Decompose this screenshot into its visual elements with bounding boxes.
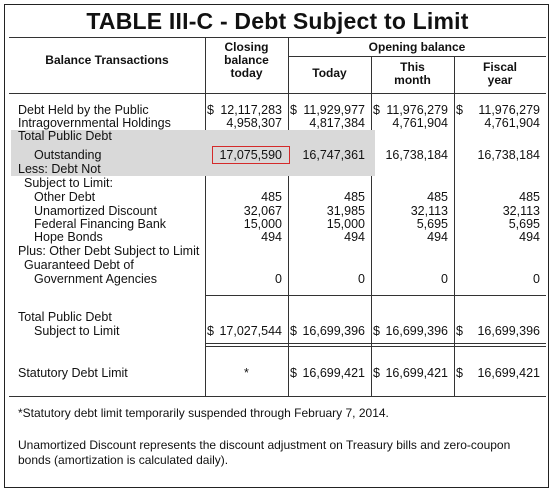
col-divider-today — [288, 37, 289, 396]
cell-subject_to_limit-today: 16,699,396 — [302, 324, 365, 338]
total-bottom-rule-1 — [205, 343, 546, 344]
header-closing-3: today — [230, 66, 263, 80]
cell-outstanding-fiscal: 16,738,184 — [477, 148, 540, 162]
row-label-ffb: Federal Financing Bank — [34, 217, 167, 231]
row-label-less-debt-not: Less: Debt Not — [18, 162, 101, 176]
col-divider-closing — [205, 37, 206, 396]
row-label-outstanding: Outstanding — [34, 148, 102, 162]
currency-sign: $ — [207, 103, 214, 117]
cell-ffb-fiscal: 5,695 — [508, 217, 540, 231]
row-label-intragov: Intragovernmental Holdings — [18, 116, 171, 130]
cell-outstanding-month: 16,738,184 — [385, 148, 448, 162]
cell-intragov-today: 4,817,384 — [309, 116, 365, 130]
row-label-plus-other-debt: Plus: Other Debt Subject to Limit — [18, 244, 200, 258]
cell-intragov-fiscal: 4,761,904 — [484, 116, 540, 130]
cell-subject_to_limit-closing: 17,027,544 — [219, 324, 282, 338]
header-this-month-1: This — [400, 60, 425, 74]
cell-ffb-month: 5,695 — [416, 217, 448, 231]
header-balance-transactions: Balance Transactions — [45, 53, 169, 67]
cell-debt_public-closing: 12,117,283 — [220, 103, 282, 117]
total-top-rule — [205, 295, 546, 296]
cell-ffb-closing: 15,000 — [243, 217, 282, 231]
row-label-total-public-debt: Total Public Debt — [18, 129, 112, 143]
cell-unamortized-month: 32,113 — [410, 204, 448, 218]
cell-intragov-month: 4,761,904 — [392, 116, 448, 130]
row-label-gov_agencies: Government Agencies — [34, 272, 157, 286]
currency-sign: $ — [456, 324, 463, 338]
currency-sign: $ — [456, 103, 463, 117]
header-fiscal-year-2: year — [487, 73, 513, 87]
cell-statutory-fiscal: 16,699,421 — [477, 366, 540, 380]
footnote-unamortized-line-2: bonds (amortization is calculated daily). — [18, 453, 229, 467]
header-opening-balance: Opening balance — [368, 40, 466, 54]
header-closing-1: Closing — [224, 40, 269, 54]
cell-unamortized-fiscal: 32,113 — [502, 204, 540, 218]
row-label-subject_to_limit: Subject to Limit — [34, 324, 120, 338]
row-label-guaranteed-debt: Guaranteed Debt of — [24, 258, 134, 272]
cell-hope-fiscal: 494 — [519, 230, 540, 244]
cell-gov_agencies-today: 0 — [358, 272, 365, 286]
cell-statutory-month: 16,699,421 — [385, 366, 448, 380]
cell-intragov-closing: 4,958,307 — [226, 116, 282, 130]
currency-sign: $ — [290, 103, 297, 117]
cell-hope-closing: 494 — [261, 230, 282, 244]
currency-sign: $ — [207, 324, 214, 338]
cell-debt_public-fiscal: 11,976,279 — [478, 103, 540, 117]
col-divider-month — [371, 56, 372, 396]
row-label-subject-to-limit: Subject to Limit: — [24, 176, 113, 190]
total-bottom-rule-2 — [205, 346, 546, 347]
cell-statutory-closing: * — [244, 366, 249, 380]
debt-table-figure — [4, 4, 549, 488]
footnote-statutory: *Statutory debt limit temporarily suspended through February 7, 2014. — [18, 406, 389, 420]
cell-unamortized-closing: 32,067 — [243, 204, 282, 218]
cell-ffb-today: 15,000 — [326, 217, 365, 231]
header-closing-2: balance — [224, 53, 269, 67]
table-title: TABLE III-C - Debt Subject to Limit — [86, 8, 469, 34]
cell-other_debt-fiscal: 485 — [519, 190, 540, 204]
row-label-hope: Hope Bonds — [34, 230, 103, 244]
cell-unamortized-today: 31,985 — [326, 204, 365, 218]
col-divider-fiscal — [454, 56, 455, 396]
cell-subject_to_limit-month: 16,699,396 — [385, 324, 448, 338]
cell-statutory-today: 16,699,421 — [302, 366, 365, 380]
currency-sign: $ — [373, 103, 380, 117]
header-this-month-2: month — [394, 73, 431, 87]
currency-sign: $ — [290, 366, 297, 380]
row-label-statutory: Statutory Debt Limit — [18, 366, 128, 380]
title-divider — [9, 37, 546, 38]
currency-sign: $ — [373, 366, 380, 380]
header-divider — [9, 93, 546, 94]
cell-gov_agencies-month: 0 — [441, 272, 448, 286]
cell-gov_agencies-closing: 0 — [275, 272, 282, 286]
cell-other_debt-closing: 485 — [261, 190, 282, 204]
row-label-total-public-debt-2: Total Public Debt — [18, 310, 112, 324]
cell-outstanding-closing: 17,075,590 — [219, 148, 282, 162]
currency-sign: $ — [456, 366, 463, 380]
cell-outstanding-today: 16,747,361 — [302, 148, 365, 162]
row-label-other_debt: Other Debt — [34, 190, 96, 204]
header-today: Today — [312, 66, 347, 80]
cell-debt_public-month: 11,976,279 — [386, 103, 448, 117]
cell-other_debt-month: 485 — [427, 190, 448, 204]
currency-sign: $ — [373, 324, 380, 338]
cell-hope-today: 494 — [344, 230, 365, 244]
cell-hope-month: 494 — [427, 230, 448, 244]
header-fiscal-year-1: Fiscal — [482, 60, 518, 74]
row-label-debt_public: Debt Held by the Public — [18, 103, 149, 117]
cell-debt_public-today: 11,929,977 — [303, 103, 365, 117]
opening-group-underline — [288, 56, 546, 57]
notes-divider — [9, 396, 546, 397]
currency-sign: $ — [290, 324, 297, 338]
row-label-unamortized: Unamortized Discount — [34, 204, 157, 218]
cell-gov_agencies-fiscal: 0 — [533, 272, 540, 286]
cell-other_debt-today: 485 — [344, 190, 365, 204]
footnote-unamortized-line-1: Unamortized Discount represents the discount adjustment on Treasury bills and zero-coupon — [18, 438, 511, 452]
cell-subject_to_limit-fiscal: 16,699,396 — [477, 324, 540, 338]
